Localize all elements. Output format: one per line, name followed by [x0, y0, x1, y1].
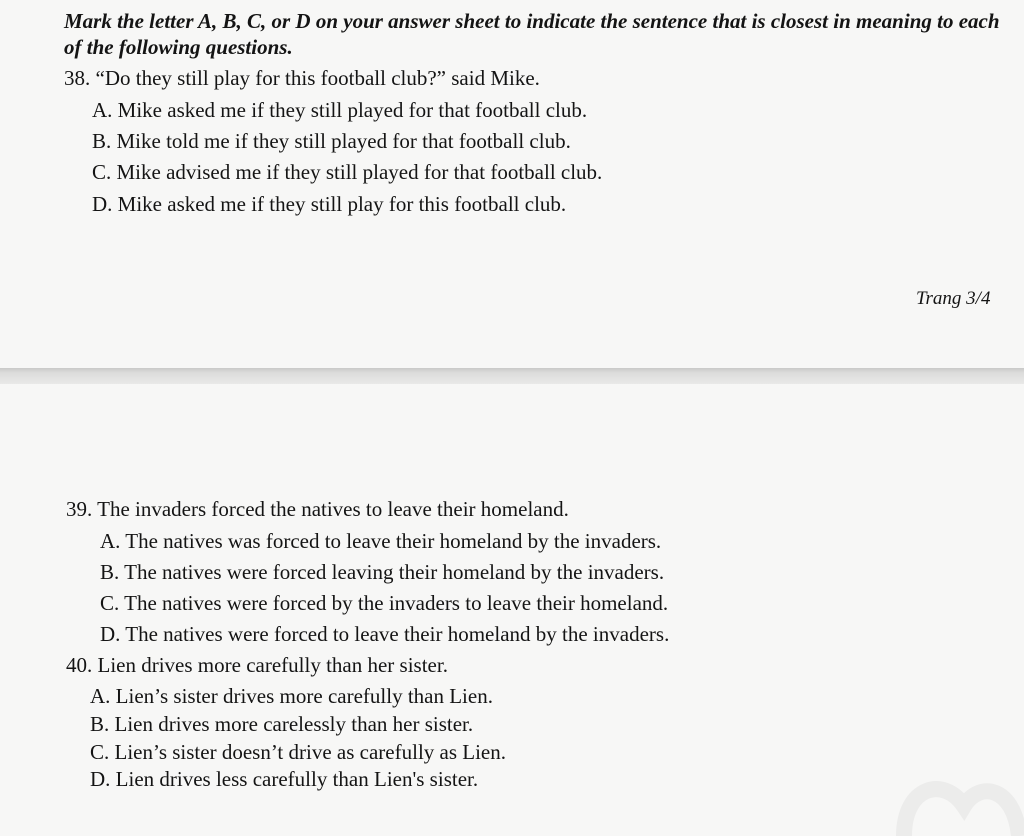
question-40-option-c: C. Lien’s sister doesn’t drive as carefully as Lien.: [90, 740, 507, 764]
question-38-option-c: C. Mike advised me if they still played for that football club.: [92, 160, 603, 184]
question-40-option-a: A. Lien’s sister drives more carefully than Lien.: [90, 684, 493, 708]
question-39-stem: 39. The invaders forced the natives to leave their homeland.: [66, 497, 569, 521]
question-38-option-d: D. Mike asked me if they still play for this football club.: [92, 192, 567, 216]
question-40-option-b: B. Lien drives more carelessly than her sister.: [90, 712, 474, 736]
watermark-arc-icon: [884, 766, 1024, 836]
question-39-option-b: B. The natives were forced leaving their homeland by the invaders.: [100, 560, 665, 584]
question-39-option-c: C. The natives were forced by the invaders to leave their homeland.: [100, 591, 669, 615]
question-38-option-a: A. Mike asked me if they still played for that football club.: [92, 98, 588, 122]
question-39-option-d: D. The natives were forced to leave their homeland by the invaders.: [100, 622, 670, 646]
instruction-text: Mark the letter A, B, C, or D on your answer sheet to indicate the sentence that is closest in meaning to each of the following questions.: [64, 9, 1000, 59]
question-40-option-d: D. Lien drives less carefully than Lien's sister.: [90, 767, 479, 791]
question-39-option-a: A. The natives was forced to leave their homeland by the invaders.: [100, 529, 662, 553]
question-38-option-b: B. Mike told me if they still played for that football club.: [92, 129, 571, 153]
page-number: Trang 3/4: [916, 288, 991, 309]
page-divider: [0, 368, 1024, 384]
question-38-stem: 38. “Do they still play for this football club?” said Mike.: [64, 66, 540, 90]
question-40-stem: 40. Lien drives more carefully than her sister.: [66, 653, 448, 677]
